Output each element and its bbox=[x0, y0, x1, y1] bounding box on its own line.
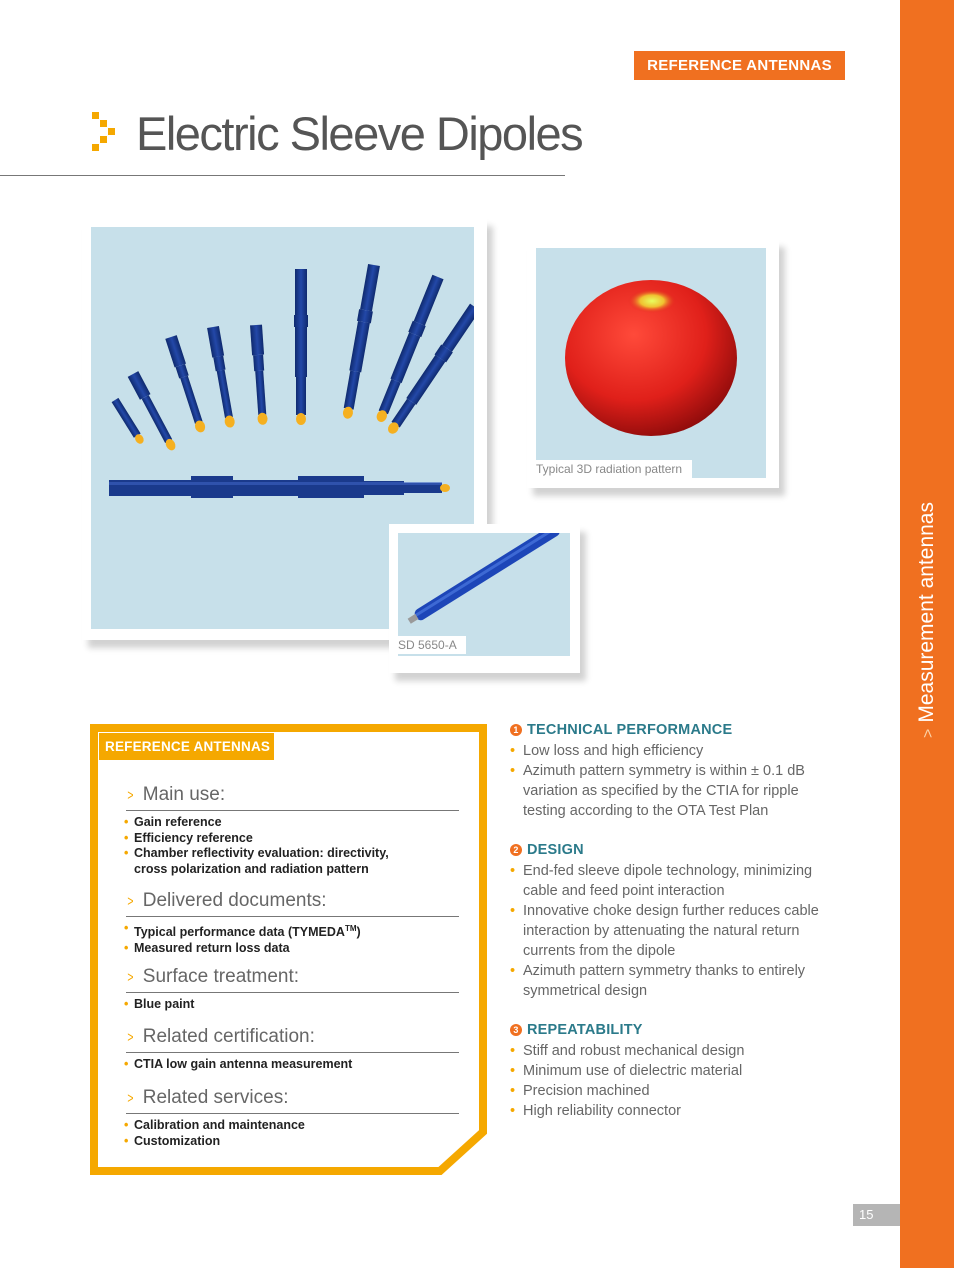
list-item: • Blue paint bbox=[124, 997, 424, 1013]
chevron-right-icon: > bbox=[920, 728, 937, 738]
list-item: • Calibration and maintenance bbox=[124, 1118, 424, 1134]
list-item: • Measured return loss data bbox=[124, 941, 424, 957]
list-item: • Azimuth pattern symmetry thanks to entirely symmetrical design bbox=[510, 961, 840, 1001]
repeatability-heading: 3 REPEATABILITY bbox=[510, 1022, 643, 1038]
title-divider bbox=[0, 175, 565, 176]
side-section-label: >Measurement antennas bbox=[915, 502, 938, 738]
number-badge: 3 bbox=[510, 1024, 522, 1036]
technical-performance-heading: 1 TECHNICAL PERFORMANCE bbox=[510, 722, 732, 738]
pattern-caption: Typical 3D radiation pattern bbox=[532, 460, 692, 478]
list-item: • Gain reference bbox=[124, 815, 424, 831]
related-certification-heading: > Related certification: bbox=[126, 1026, 459, 1053]
list-item: • Minimum use of dielectric material bbox=[510, 1061, 840, 1081]
technical-performance-list bbox=[510, 741, 840, 821]
main-use-heading: > Main use: bbox=[126, 784, 459, 811]
list-item: • CTIA low gain antenna measurement bbox=[124, 1057, 424, 1073]
surface-treatment-list bbox=[124, 997, 424, 1013]
page-title: Electric Sleeve Dipoles bbox=[136, 107, 583, 160]
list-item: • Typical performance data (TYMEDA™) bbox=[124, 921, 424, 941]
radiation-pattern-photo bbox=[536, 248, 766, 478]
delivered-documents-heading: > Delivered documents: bbox=[126, 890, 459, 917]
related-services-heading: > Related services: bbox=[126, 1087, 459, 1114]
list-item: • Low loss and high efficiency bbox=[510, 741, 840, 761]
list-item: • Chamber reflectivity evaluation: directivity, cross polarization and radiation pattern bbox=[124, 846, 424, 877]
list-item: • End-fed sleeve dipole technology, minimizing cable and feed point interaction bbox=[510, 861, 840, 901]
list-item: • Precision machined bbox=[510, 1081, 840, 1101]
page-number: 15 bbox=[853, 1204, 900, 1226]
chevron-right-icon: > bbox=[127, 1029, 134, 1046]
repeatability-list bbox=[510, 1041, 840, 1121]
number-badge: 1 bbox=[510, 724, 522, 736]
list-item: • Customization bbox=[124, 1134, 424, 1150]
radiation-pattern-illustration bbox=[536, 248, 766, 478]
list-item: • Azimuth pattern symmetry is within ± 0.1 dB variation as specified by the CTIA for ripple testing according to the OTA Test Plan bbox=[510, 761, 840, 821]
list-item: • High reliability connector bbox=[510, 1101, 840, 1121]
list-item: • Innovative choke design further reduces cable interaction by attenuating the natural return currents from the dipole bbox=[510, 901, 840, 961]
chevron-right-icon: > bbox=[127, 969, 134, 986]
design-list bbox=[510, 861, 840, 1001]
chevron-right-icon: > bbox=[127, 787, 134, 804]
category-tag: REFERENCE ANTENNAS bbox=[634, 51, 845, 80]
sd-caption: SD 5650-A bbox=[394, 636, 466, 654]
surface-treatment-heading: > Surface treatment: bbox=[126, 966, 459, 993]
chevron-right-icon: > bbox=[127, 1090, 134, 1107]
list-item: • Stiff and robust mechanical design bbox=[510, 1041, 840, 1061]
info-box-tag: REFERENCE ANTENNAS bbox=[99, 733, 274, 760]
related-services-list bbox=[124, 1118, 424, 1149]
number-badge: 2 bbox=[510, 844, 522, 856]
title-arrow-icon bbox=[90, 112, 118, 156]
related-certification-list bbox=[124, 1057, 424, 1073]
list-item: • Efficiency reference bbox=[124, 831, 424, 847]
main-use-list bbox=[124, 815, 424, 877]
delivered-documents-list bbox=[124, 921, 424, 956]
design-heading: 2 DESIGN bbox=[510, 842, 584, 858]
chevron-right-icon: > bbox=[127, 893, 134, 910]
